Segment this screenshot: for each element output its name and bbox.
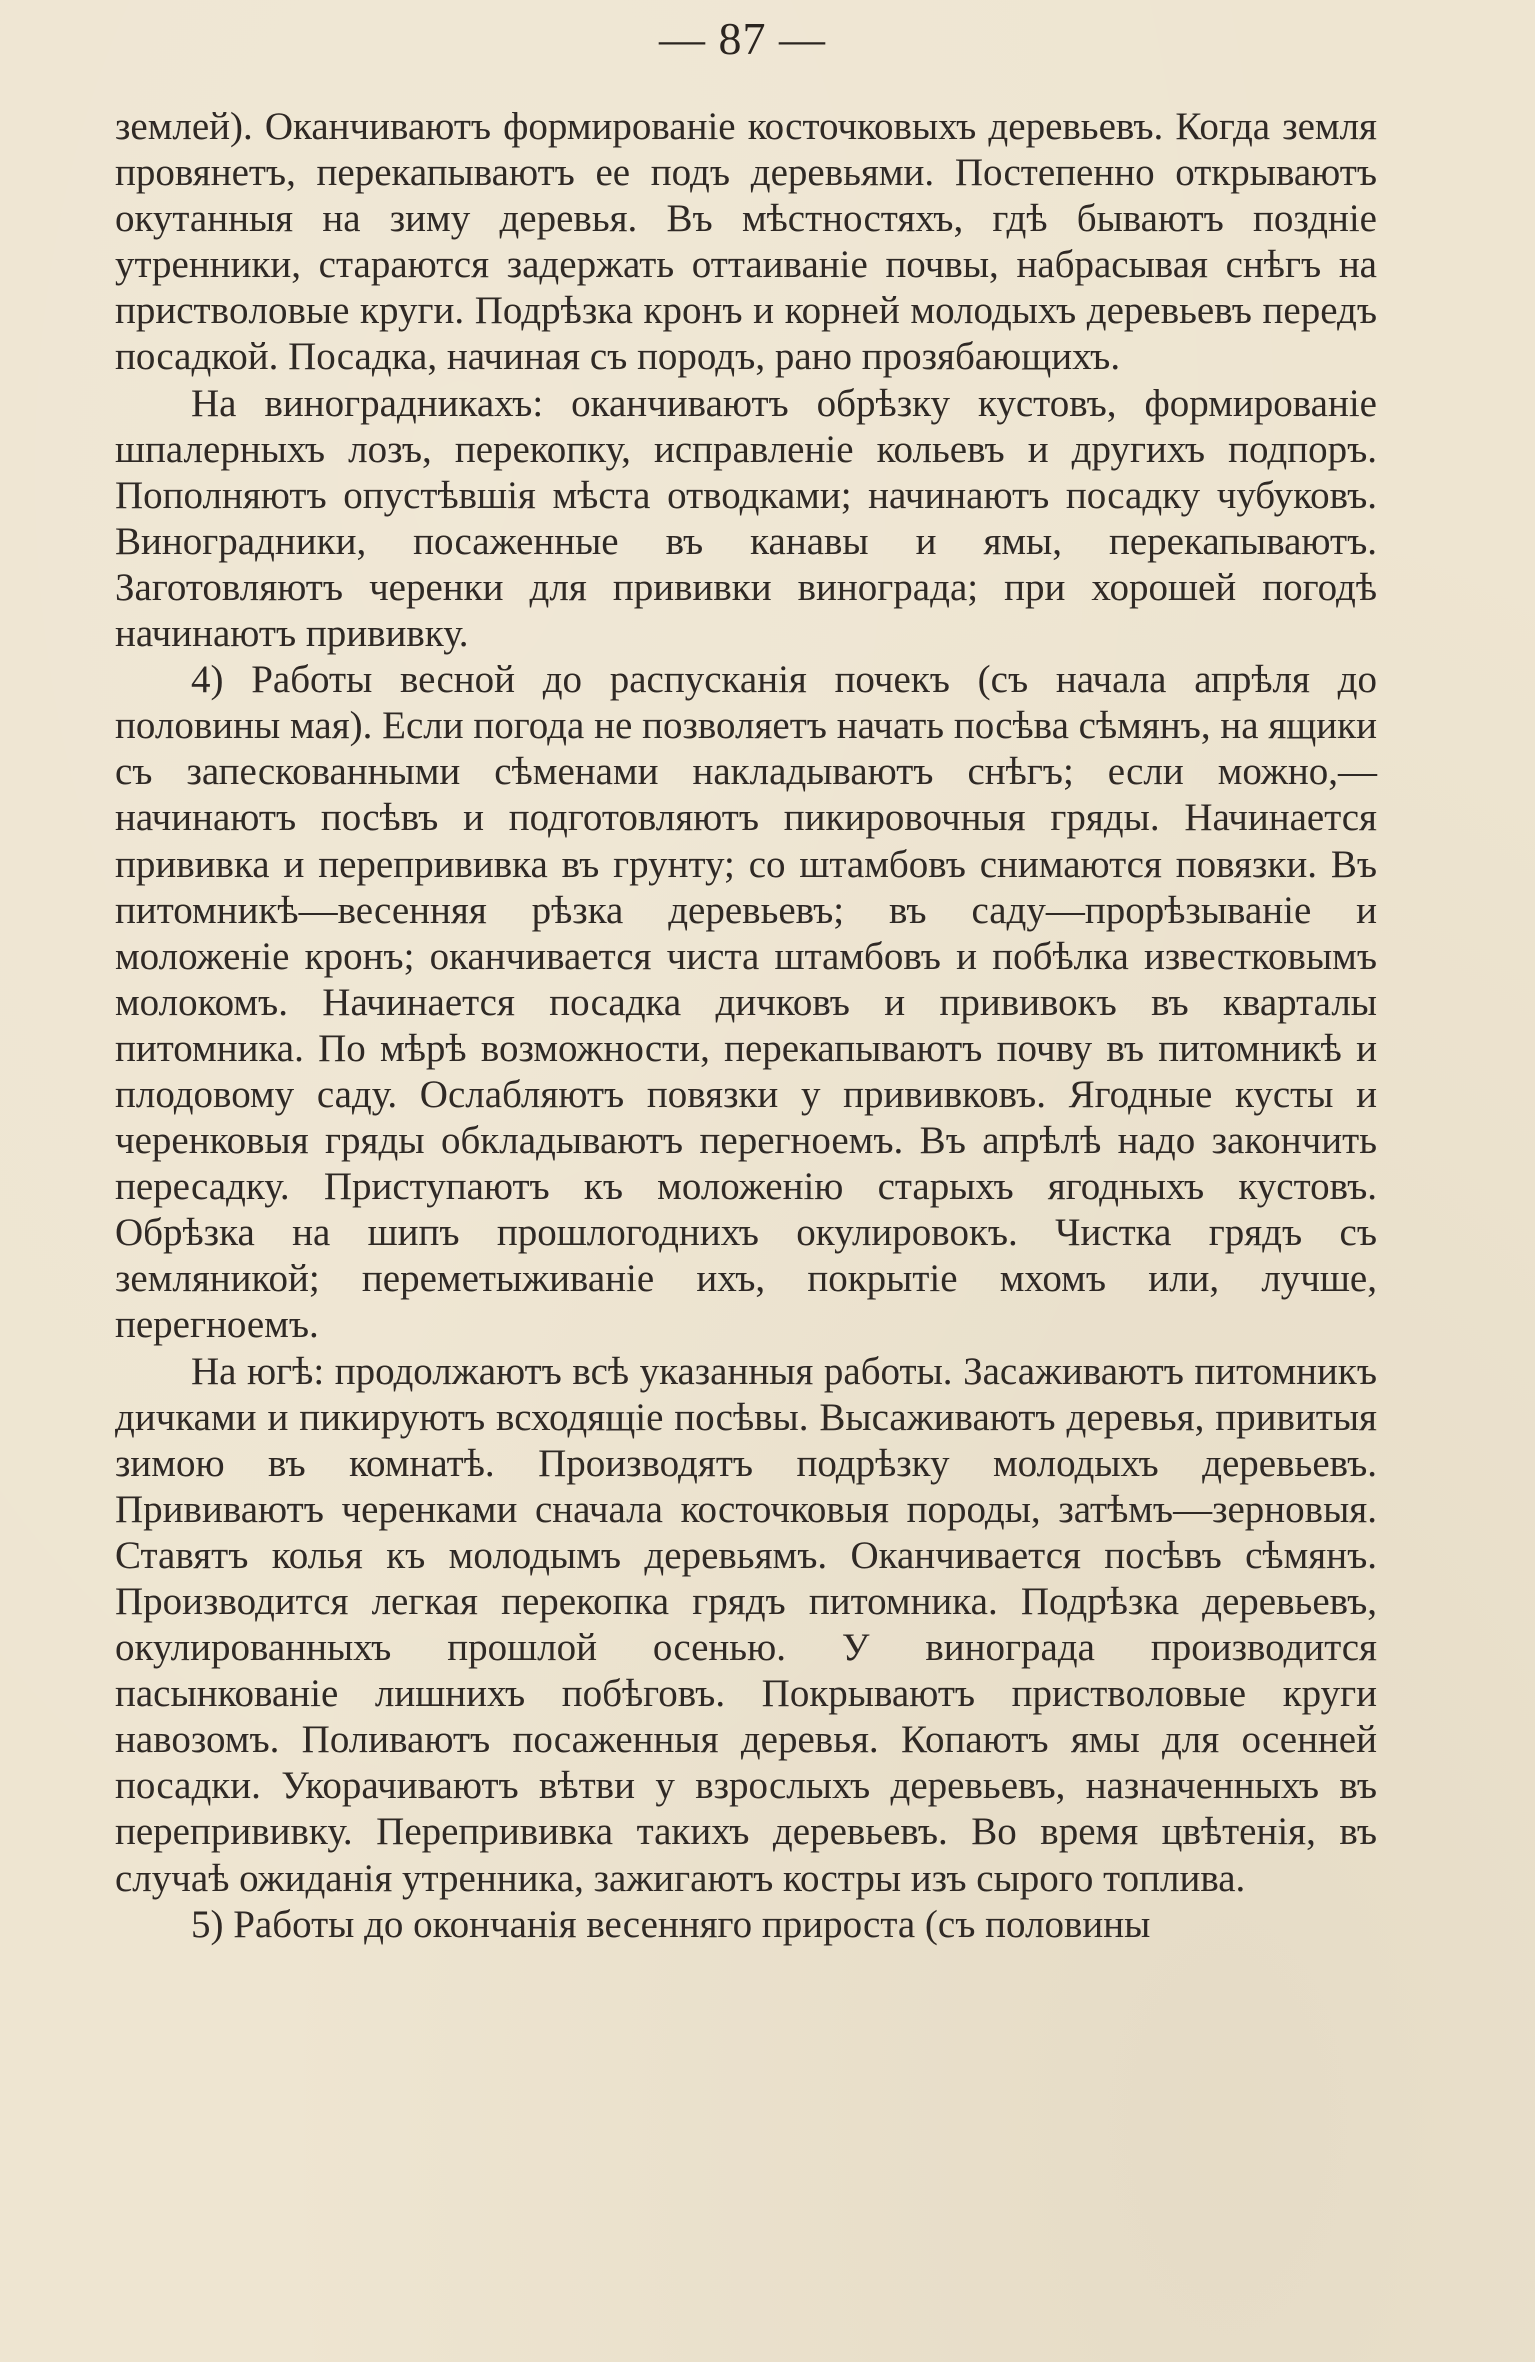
paragraph-section-5: 5) Работы до окончанія весенняго прироста (съ половины [191,1902,1151,1946]
page-number: — 87 — [659,13,826,64]
paragraph-south: На югѣ: продолжаютъ всѣ указанныя работы. Засаживаютъ питомникъ дичками и пикируютъ всходящіе посѣвы. Высаживаютъ деревья, привитыя зимою въ комнатѣ. Производятъ подрѣзку молодыхъ деревьевъ. Прививаютъ черенками сначала косточковыя породы, затѣмъ—зерновыя. Ставятъ колья къ молодымъ деревьямъ. Оканчивается посѣвъ сѣмянъ. Производится легкая перекопка грядъ питомника. Подрѣзка деревьевъ, окулированныхъ прошлой осенью. У винограда производится пасынкованіе лишнихъ побѣговъ. Покрываютъ приствoловые круги навозомъ. Поливаютъ посаженныя деревья. Копаютъ ямы для осенней посадки. Укорачиваютъ вѣтви у взрослыхъ деревьевъ, назначенныхъ въ перепрививку. Перепрививка такихъ деревьевъ. Во время цвѣтенія, въ случаѣ ожиданія утренника, зажигаютъ костры изъ сырого топлива. [115,1349,1377,1900]
page-body-text [115,104,1377,1948]
paragraph-spring-work: 4) Работы весной до распусканія почекъ (съ начала апрѣля до половины мая). Если погода не позволяетъ начать посѣва сѣмянъ, на ящики съ запескованными сѣменами накладываютъ снѣгъ; если можно,—начинаютъ посѣвъ и подготовляютъ пикировочныя гряды. Начинается прививка и перепрививка въ грунту; со штамбовъ снимаются повязки. Въ питомникѣ—весенняя рѣзка деревьевъ; въ саду—прорѣзываніе и моложеніе кронъ; оканчивается чиста штамбовъ и побѣлка известковымъ молокомъ. Начинается посадка дичковъ и прививокъ въ кварталы питомника. По мѣрѣ возможности, перекапываютъ почву въ питомникѣ и плодовому саду. Ослабляютъ повязки у прививковъ. Ягодные кусты и черенковыя гряды обкладываютъ перегноемъ. Въ апрѣлѣ надо закончить пересадку. Приступаютъ къ моложенію старыхъ ягодныхъ кустовъ. Обрѣзка на шипъ прошлогоднихъ окулировокъ. Чистка грядъ съ земляникой; переметыживаніе ихъ, покрытіе мхомъ или, лучше, перегноемъ. [115,658,1377,1347]
paragraph-1: землей). Оканчиваютъ формированіе косточковыхъ деревьевъ. Когда земля провянетъ, перекапываютъ ее подъ деревьями. Постепенно открываютъ окутанныя на зиму деревья. Въ мѣстностяхъ, гдѣ бываютъ поздніе утренники, стараются задержать оттаиваніе почвы, набрасывая снѣгъ на приствoловые круги. Подрѣзка кронъ и корней молодыхъ деревьевъ передъ посадкой. Посадка, начиная съ породъ, рано прозябающихъ. [115,105,1377,379]
paragraph-vineyards: На виноградникахъ: оканчиваютъ обрѣзку кустовъ, формированіе шпалерныхъ лозъ, перекопку, исправленіе кольевъ и другихъ подпоръ. Пополняютъ опустѣвшія мѣста отводками; начинаютъ посадку чубуковъ. Виноградники, посаженные въ канавы и ямы, перекапываютъ. Заготовляютъ черенки для прививки винограда; при хорошей погодѣ начинаютъ прививку. [115,381,1377,656]
